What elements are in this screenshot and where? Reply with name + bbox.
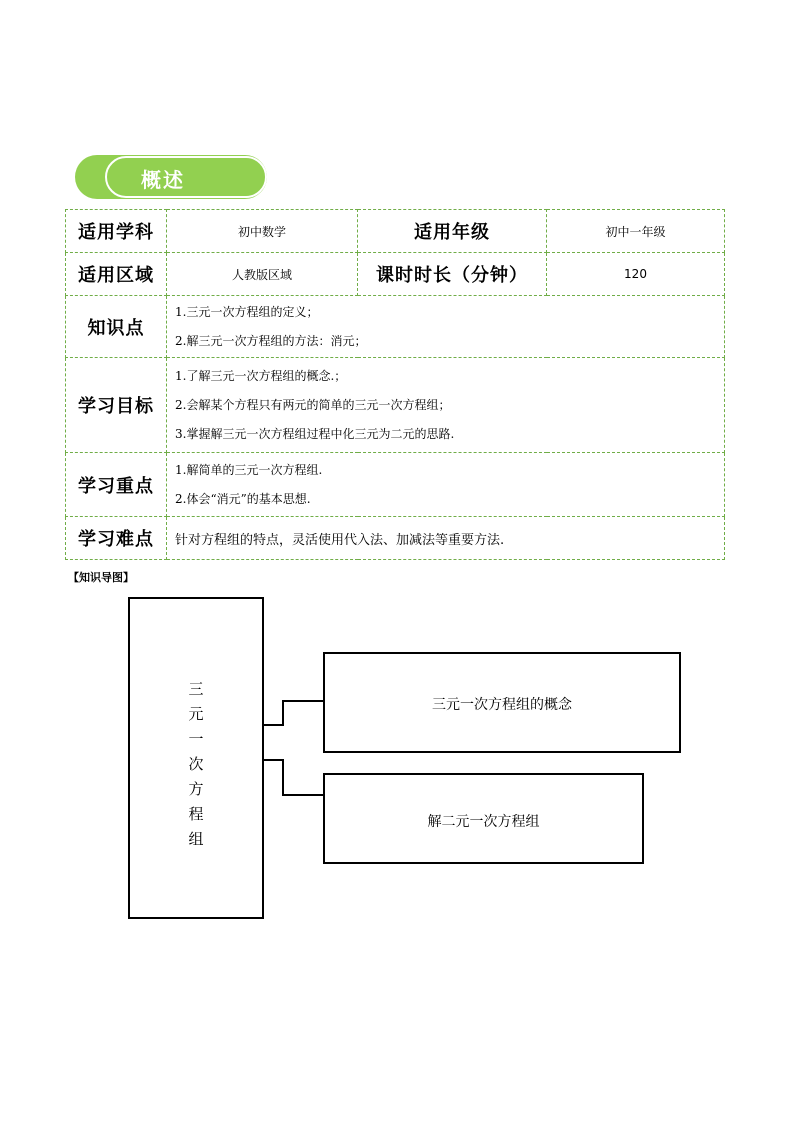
grade-value: 初中一年级 xyxy=(547,210,725,253)
subject-value: 初中数学 xyxy=(167,210,358,253)
knowledge-label: 知识点 xyxy=(66,296,167,358)
focus-label: 学习重点 xyxy=(66,453,167,517)
map-branch-box-2 xyxy=(323,773,644,864)
region-label: 适用区域 xyxy=(66,253,167,296)
knowledge-item: 1.三元一次方程组的定义； xyxy=(175,304,319,319)
difficulty-label: 学习难点 xyxy=(66,517,167,560)
goals-item: 3.掌握解三元一次方程组过程中化三元为二元的思路. xyxy=(175,426,455,441)
root-char: 元 xyxy=(188,705,204,723)
root-char: 三 xyxy=(188,680,204,698)
root-char: 组 xyxy=(188,830,204,848)
banner-title: 概述 xyxy=(141,168,185,192)
knowledge-map-caption: 【知识导图】 xyxy=(68,571,134,584)
connector-branch1 xyxy=(263,701,325,725)
map-branch-label-2: 解二元一次方程组 xyxy=(427,814,540,830)
map-root-label xyxy=(130,677,262,852)
subject-label: 适用学科 xyxy=(66,210,167,253)
knowledge-item: 2.解三元一次方程组的方法：消元； xyxy=(175,333,367,348)
map-root-box xyxy=(128,597,264,919)
region-value: 人教版区域 xyxy=(167,253,358,296)
grade-label: 适用年级 xyxy=(358,210,547,253)
root-char: 次 xyxy=(188,755,204,773)
root-char: 方 xyxy=(188,780,204,798)
goals-label: 学习目标 xyxy=(66,358,167,453)
duration-value: 120 xyxy=(547,253,725,296)
focus-item: 1.解简单的三元一次方程组. xyxy=(175,462,323,477)
map-branch-box-1 xyxy=(323,652,681,753)
connector-branch2 xyxy=(263,760,325,795)
focus-item: 2.体会“消元”的基本思想. xyxy=(175,491,311,506)
difficulty-text: 针对方程组的特点，灵活使用代入法、加减法等重要方法. xyxy=(167,517,725,560)
goals-item: 1.了解三元一次方程组的概念.； xyxy=(175,368,347,383)
duration-label: 课时时长（分钟） xyxy=(358,253,547,296)
root-char: 一 xyxy=(188,730,204,748)
goals-item: 2.会解某个方程只有两元的简单的三元一次方程组； xyxy=(175,397,451,412)
root-char: 程 xyxy=(188,805,204,823)
map-branch-label-1: 三元一次方程组的概念 xyxy=(432,697,572,713)
